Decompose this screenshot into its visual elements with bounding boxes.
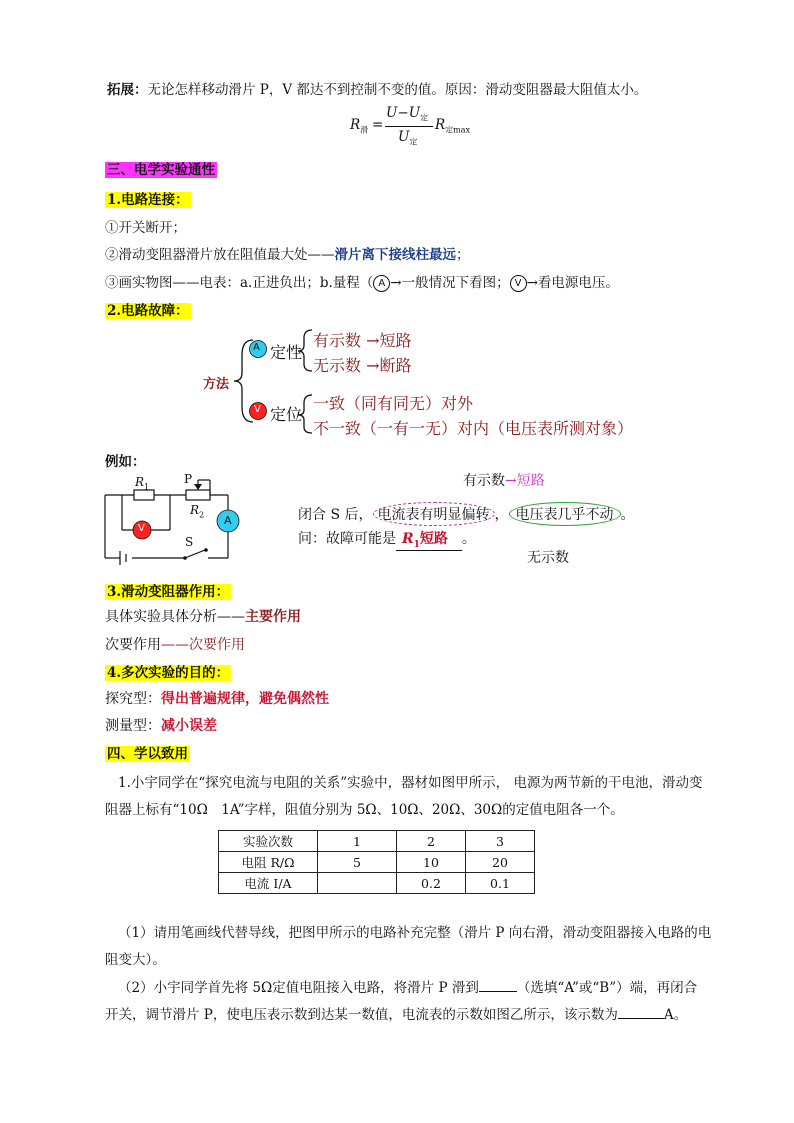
switch-s-label: S <box>185 535 194 549</box>
reading-short-circuit: 有示数 →短路 <box>313 331 412 350</box>
answer-blank-end[interactable] <box>479 991 517 992</box>
ammeter-circle-icon: A <box>253 342 260 353</box>
answer-blank-current[interactable] <box>618 1018 664 1019</box>
measurement-purpose: 测量型：减小误差 <box>105 718 217 734</box>
fraction-bar <box>385 126 433 127</box>
subsection-rheostat-role: 3.滑动变阻器作用： <box>107 584 230 600</box>
question-1-line-1: 1.小宇同学在“探究电流与电阻的关系”实验中，器材如图甲所示， 电源为两节新的干电池，滑动变 <box>118 775 703 791</box>
part-2-line-2: 开关，调节滑片 P，使电压表示数到达某一数值，电流表的示数如图乙所示，该示数为 A。 <box>105 1007 688 1023</box>
r1-label: $R_1$ <box>135 475 150 492</box>
inconsistent-inside: 不一致（一有一无）对内（电压表所测对象） <box>313 419 634 438</box>
note-has-reading: 有示数→短路 <box>463 473 545 489</box>
voltmeter-icon: V <box>138 523 145 534</box>
part-2-line-1: （2）小宇同学首先将 5Ω定值电阻接入电路，将滑片 P 滑到 （选填“A”或“B”）端，再闭合 <box>118 980 698 996</box>
formula-numerator: $U-U_定$ <box>386 105 429 123</box>
example-label: 例如： <box>105 454 146 470</box>
consistent-outside: 一致（同有同无）对外 <box>313 394 474 413</box>
part-1-line-2: 阻变大）。 <box>105 952 166 968</box>
qualitative-label: 定性 <box>270 343 303 362</box>
part-1-line-1: （1）请用笔画线代替导线，把图甲所示的电路补充完整（滑片 P 向右滑，滑动变阻器接入电路的电 <box>118 925 712 941</box>
subsection-multiple-trials: 4.多次实验的目的： <box>107 665 230 681</box>
extension-paragraph <box>107 78 647 98</box>
closing-statement: 闭合 S 后， 电流表有明显偏转 ， 电压表几乎不动 。 <box>298 502 635 526</box>
rule-meters: ③画实物图——电表：a.正进负出；b.量程（ A →一般情况下看图； V →看电源电压。 <box>105 275 619 291</box>
rule-switch-open: ①开关断开； <box>105 220 186 236</box>
subsection-circuit-connection: 1.电路连接： <box>107 192 189 208</box>
table-row: 实验次数 1 2 3 <box>219 831 535 852</box>
fault-method-diagram <box>200 325 660 440</box>
extension-text: 无论怎样移动滑片 P，V 都达不到控制不变的值。原因：滑动变阻器最大阻值太小。 <box>147 82 648 98</box>
formula-equals: = <box>372 117 384 133</box>
rheostat-main-role: 具体实验具体分析——主要作用 <box>105 609 301 625</box>
data-table <box>218 830 535 894</box>
exploratory-purpose: 探究型：得出普遍规律，避免偶然性 <box>105 691 329 707</box>
note-no-reading: 无示数 <box>527 550 569 566</box>
subsection-circuit-fault: 2.电路故障： <box>107 303 189 319</box>
question-1-line-2: 阻器上标有“10Ω 1A”字样，阻值分别为 5Ω、10Ω、20Ω、30Ω的定值电阻各一个。 <box>105 802 624 818</box>
method-label: 方法 <box>203 377 230 392</box>
formula-denominator: $U_定$ <box>398 129 418 147</box>
extension-label: 拓展： <box>107 82 148 98</box>
ammeter-icon: A <box>224 514 232 527</box>
r2-label: $R_2$ <box>190 503 205 520</box>
locate-label: 定位 <box>270 405 303 424</box>
rheostat-secondary-role: 次要作用——次要作用 <box>105 637 245 653</box>
table-row: 电流 I/A 0.2 0.1 <box>219 873 535 894</box>
voltmeter-symbol-icon: V <box>510 275 527 292</box>
circuit-diagram <box>100 470 245 570</box>
formula-rhs: $R_{定max}$ <box>435 117 471 135</box>
formula-lhs: $R_滑$ <box>350 117 369 135</box>
section-3-title: 三、电学实验通性 <box>107 162 215 178</box>
slider-p-label: P <box>184 472 193 486</box>
no-reading-open-circuit: 无示数 →断路 <box>313 356 412 375</box>
fault-question: 问：故障可能是 $R_1$短路 。 <box>298 528 476 551</box>
section-4-title: 四、学以致用 <box>107 746 188 762</box>
voltmeter-circle-icon: V <box>254 404 261 415</box>
rule-rheostat-max: ②滑动变阻器滑片放在阻值最大处——滑片离下接线柱最远； <box>105 247 470 263</box>
resistance-formula <box>350 104 490 150</box>
ammeter-symbol-icon: A <box>373 275 390 292</box>
ammeter-deflection-oval: 电流表有明显偏转 <box>373 502 495 526</box>
table-row: 电阻 R/Ω 5 10 20 <box>219 852 535 873</box>
voltmeter-still-oval: 电压表几乎不动 <box>509 502 621 526</box>
fault-answer: $R_1$短路 <box>396 528 462 551</box>
